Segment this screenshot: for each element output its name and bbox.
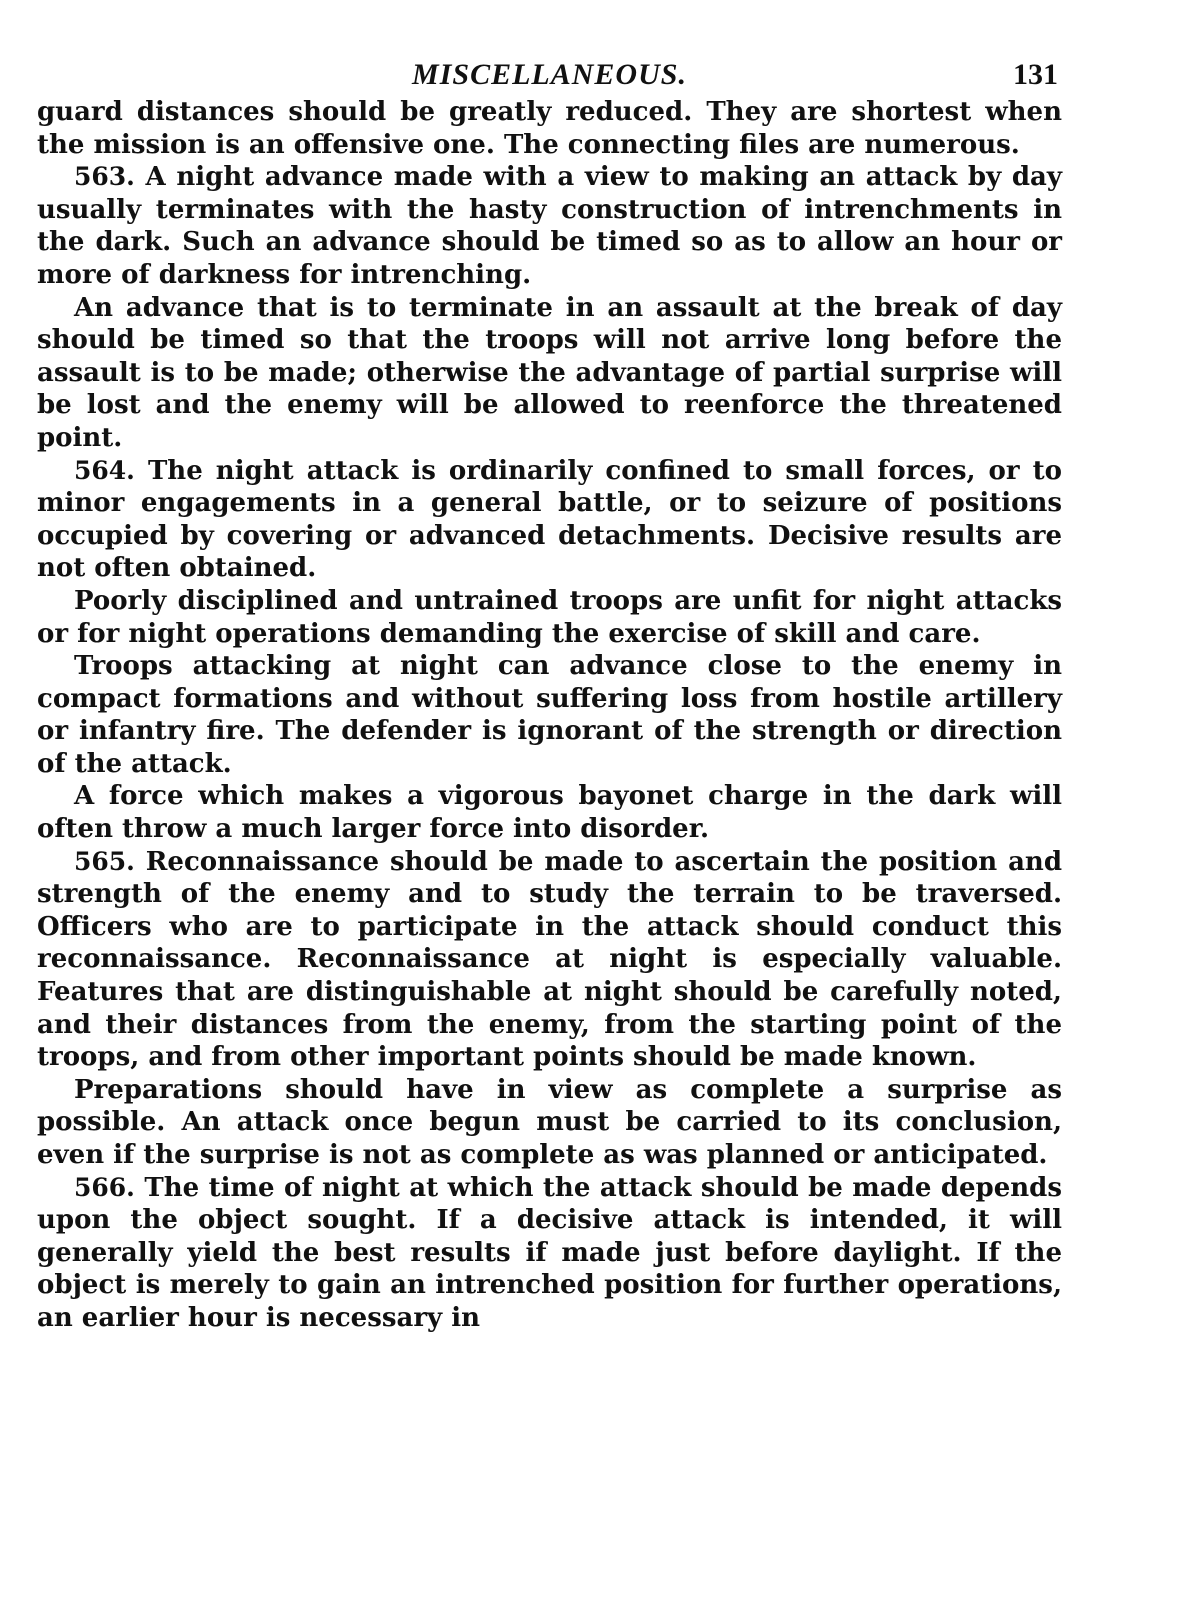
book-page (37, 52, 1062, 1335)
paragraph-text: The time of night at which the attack should be made depends upon the object sought. If a decisive attack is intended, it will generally yield the best results if made just before daylight. If the object is merely to gain an intrenched position for further operations, an earlier hour is necessary in (37, 1172, 1062, 1333)
paragraph-text: The night attack is ordinarily confined to small forces, or to minor engagements in a general battle, or to seizure of positions occupied by covering or advanced detachments. Decisive results are not often obtained. (37, 455, 1062, 584)
paragraph (37, 780, 1062, 845)
paragraph (37, 1074, 1062, 1172)
page-number: 131 (1013, 58, 1058, 91)
running-title: MISCELLANEOUS. (412, 58, 687, 91)
paragraph (37, 292, 1062, 455)
paragraph-text: A night advance made with a view to making an attack by day usually terminates with the hasty construction of intrenchments in the dark. Such an advance should be timed so as to allow an hour or more of darkness for intrenching. (37, 162, 1063, 290)
paragraph-text: Preparations should have in view as complete a surprise as possible. An attack once begun must be carried to its conclusion, even if the surprise is not as complete as was planned or anticipated. (37, 1074, 1062, 1170)
running-head (37, 52, 1062, 96)
paragraph-563 (37, 161, 1062, 291)
paragraph-text: guard distances should be greatly reduced. They are shortest when the mission is an offensive one. The connecting files are numerous. (37, 97, 1062, 160)
paragraph-number: 564. (74, 455, 135, 485)
paragraph-566 (37, 1172, 1062, 1335)
paragraph-564 (37, 455, 1062, 585)
body-text (37, 96, 1062, 1335)
paragraph-number: 566. (74, 1172, 135, 1202)
paragraph-text: Poorly disciplined and untrained troops are unfit for night attacks or for night operations demanding the exercise of skill and care. (37, 585, 1062, 649)
paragraph-text: A force which makes a vigorous bayonet charge in the dark will often throw a much larger force into disorder. (37, 781, 1062, 845)
paragraph-text: An advance that is to terminate in an assault at the break of day should be timed so that the troops will not arrive long before the assault is to be made; otherwise the advantage of partial surprise will be lost and the enemy will be allowed to reenforce the threatened point. (37, 292, 1062, 453)
paragraph (37, 650, 1062, 780)
paragraph-text: Reconnaissance should be made to ascertain the position and strength of the enemy and to study the terrain to be traversed. Officers who are to participate in the attack should conduct this reconnaissance. Reconnaissance at night is especially valuable. Features that are distinguishable at night should be carefully noted, and their distances from the enemy, from the starting point of the troops, and from other important points should be made known. (37, 846, 1062, 1073)
paragraph-continued (37, 96, 1062, 161)
paragraph-text: Troops attacking at night can advance close to the enemy in compact formations and without suffering loss from hostile artillery or infantry fire. The defender is ignorant of the strength or direction of the attack. (37, 651, 1062, 779)
paragraph-number: 565. (74, 846, 135, 876)
paragraph (37, 585, 1062, 650)
paragraph-number: 563. (74, 162, 135, 192)
paragraph-565 (37, 846, 1062, 1074)
